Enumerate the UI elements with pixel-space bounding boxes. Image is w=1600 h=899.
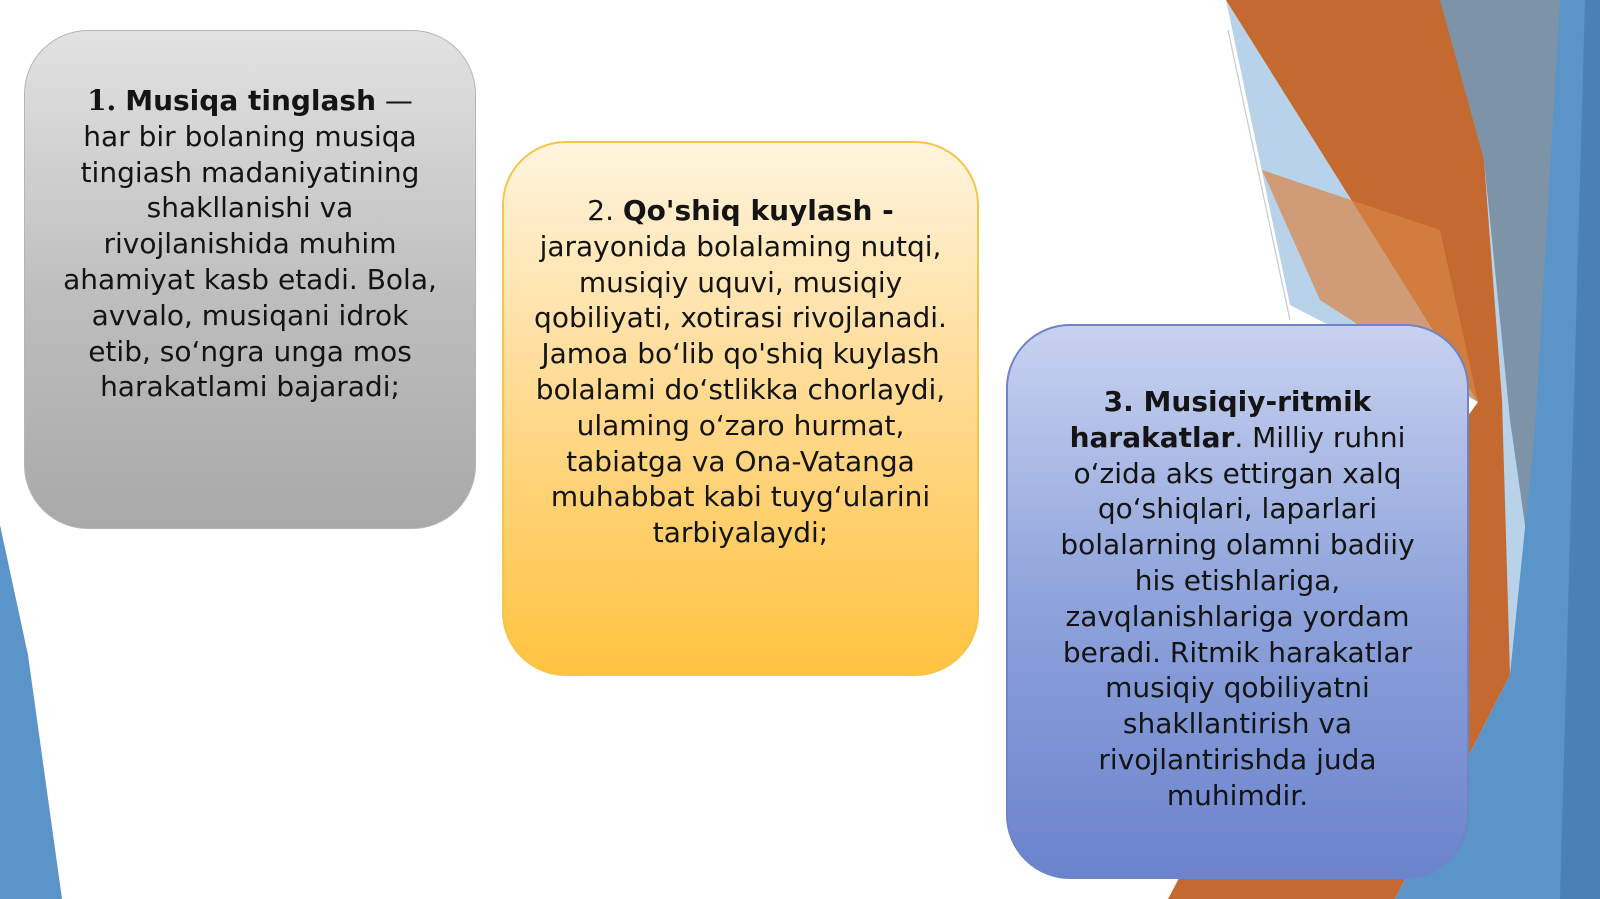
- singing-card: [502, 141, 979, 676]
- singing-text: [524, 193, 957, 551]
- card3-title: 3. Musiqiy-ritmik harakatlar: [1069, 385, 1372, 454]
- card1-separator: —: [376, 84, 413, 117]
- card1-number: 1.: [87, 84, 117, 117]
- card3-body: . Milliy ruhni o‘zida aks ettirgan xalq qo‘shiqlari, laparlari bolalarning olamni badiiy his etishlariga, zavqlanishlariga yordam beradi. Ritmik harakatlar musiqiy qobiliyatni shakllantirish va rivojlantirishda juda muhimdir.: [1060, 420, 1415, 812]
- card1-body: har bir bolaning musiqa tingiash madaniyatining shakllanishi va rivojlanishida muhim ahamiyat kasb etadi. Bola, avvalo, musiqani idrok etib, so‘ngra unga mos harakatlami bajaradi;: [63, 119, 437, 404]
- music-listening-card: [24, 30, 476, 529]
- card2-number: 2.: [587, 194, 623, 227]
- left-blue-shard: [0, 525, 62, 899]
- card2-body: jarayonida bolalaming nutqi, musiqiy uquvi, musiqiy qobiliyati, xotirasi rivojlanadi. Jamoa bo‘lib qo'shiq kuylash bolalami do‘stlikka chorlaydi, ulaming o‘zaro hurmat, tabiatga va Ona-Vatanga muhabbat kabi tuyg‘ularini tarbiyalaydi;: [534, 229, 947, 550]
- card2-title: Qo'shiq kuylash -: [622, 194, 894, 227]
- rhythmic-movements-card: [1006, 324, 1469, 879]
- rhythmic-movements-text: [1038, 384, 1437, 814]
- music-listening-text: [63, 83, 437, 405]
- card1-title: Musiqa tinglash: [125, 84, 377, 117]
